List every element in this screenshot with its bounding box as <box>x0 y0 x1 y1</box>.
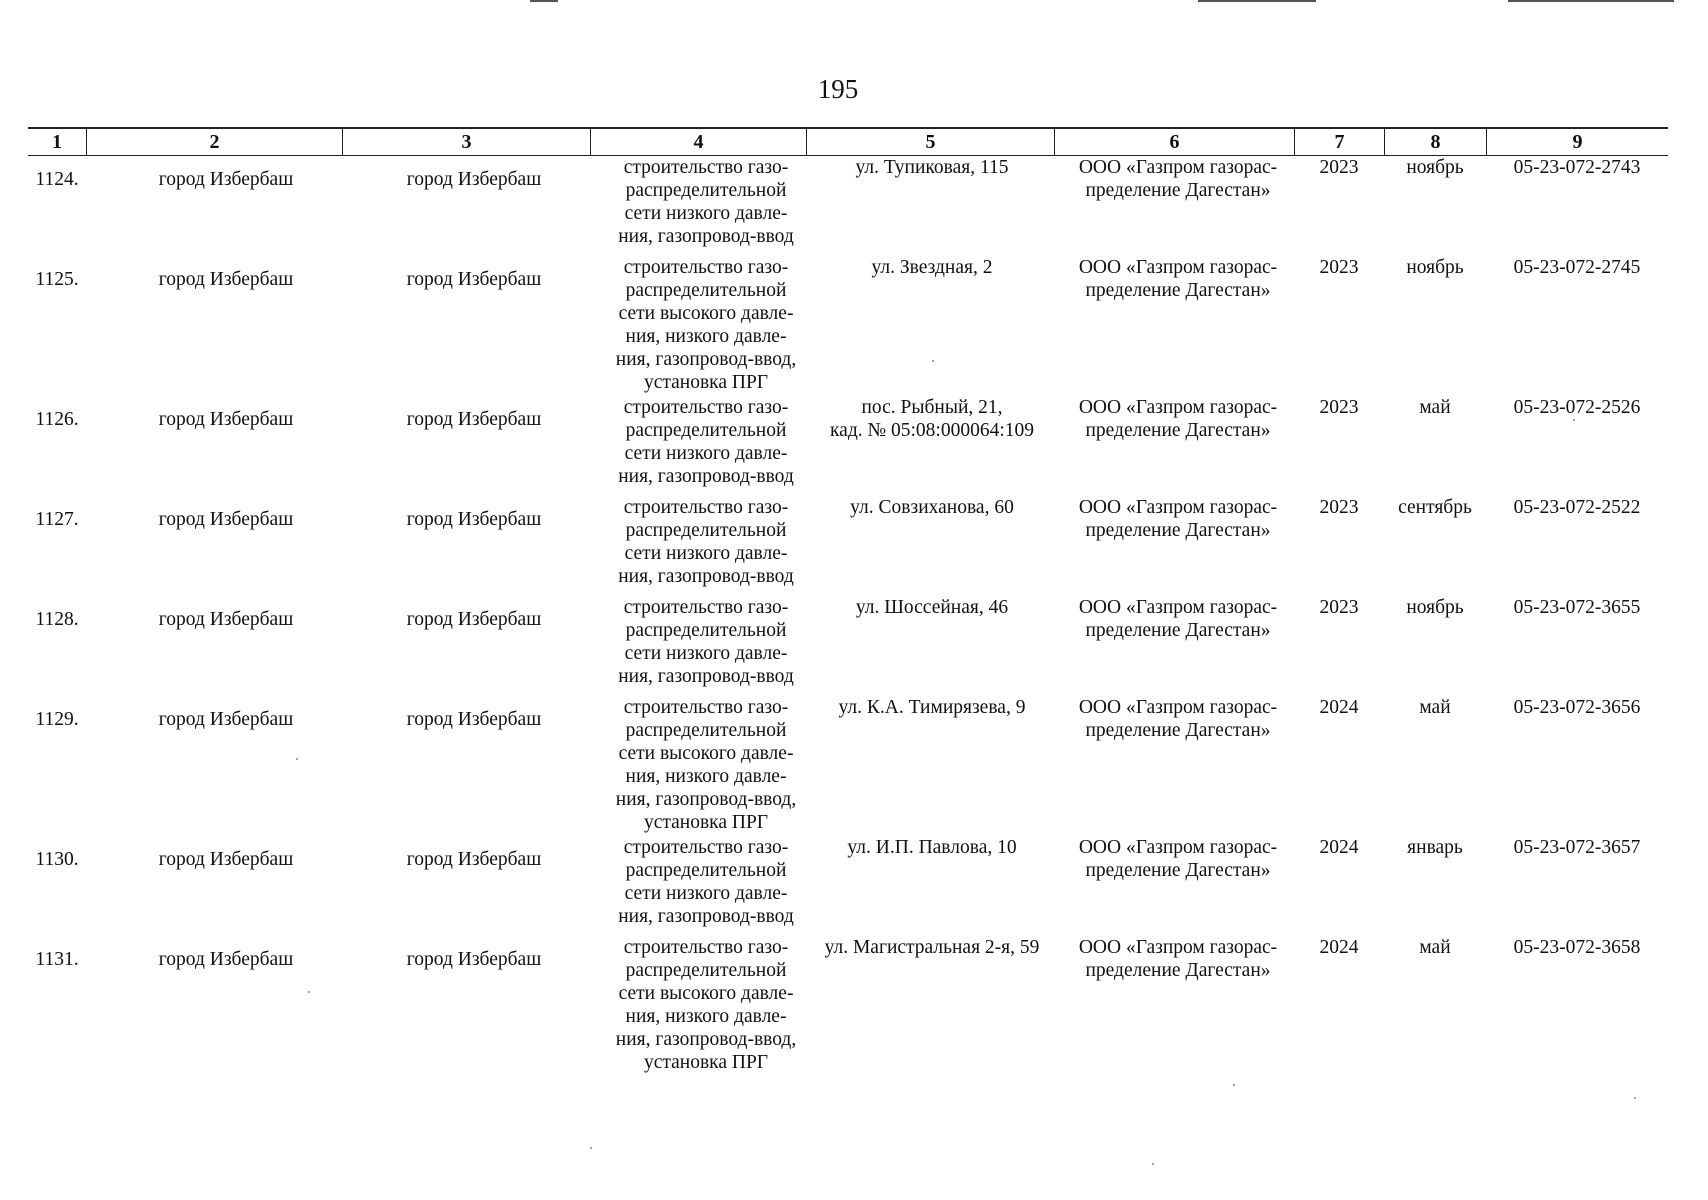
cell-address <box>808 256 1056 279</box>
scan-speck <box>1634 1097 1636 1099</box>
scan-speck <box>308 991 310 993</box>
cell-code: 05-23-072-3655 <box>1513 597 1641 618</box>
cell-line: ния, газопровод-ввод <box>618 666 794 687</box>
cell-address <box>808 156 1056 179</box>
cell-work-type <box>598 496 814 588</box>
table-row <box>28 256 1668 396</box>
table-row <box>28 836 1668 936</box>
cell-line: ООО «Газпром газорас- <box>1078 597 1278 618</box>
cell-organization <box>1060 596 1296 642</box>
cell-line: пределение Дагестан» <box>1085 620 1271 641</box>
cell-line: сети высокого давле- <box>618 303 794 324</box>
cell-line: установка ПРГ <box>643 812 769 833</box>
cell-municipality: город Избербаш <box>158 409 294 430</box>
cell-line: пределение Дагестан» <box>1085 520 1271 541</box>
table-row <box>28 156 1668 256</box>
column-header: 9 <box>1486 129 1668 155</box>
table-row <box>28 696 1668 836</box>
cell-year: 2023 <box>1319 397 1359 418</box>
cell-month: ноябрь <box>1406 157 1464 178</box>
cell-address <box>808 836 1056 859</box>
column-header: 8 <box>1384 129 1486 155</box>
cell-line: распределительной <box>625 420 787 441</box>
cell-organization <box>1060 156 1296 202</box>
cell-month: май <box>1419 697 1451 718</box>
cell-line: строительство газо- <box>623 597 789 618</box>
cell-number: 1124. <box>35 169 79 190</box>
cell-work-type <box>598 156 814 248</box>
cell-line: ул. Магистральная 2-я, 59 <box>824 937 1040 958</box>
cell-line: распределительной <box>625 720 787 741</box>
column-header: 3 <box>342 129 590 155</box>
cell-settlement: город Избербаш <box>406 949 542 970</box>
cell-line: ООО «Газпром газорас- <box>1078 397 1278 418</box>
cell-line: сети низкого давле- <box>624 543 788 564</box>
cell-line: ООО «Газпром газорас- <box>1078 257 1278 278</box>
cell-code: 05-23-072-3656 <box>1513 697 1641 718</box>
cell-line: ООО «Газпром газорас- <box>1078 937 1278 958</box>
cell-year: 2023 <box>1319 597 1359 618</box>
cell-line: ул. И.П. Павлова, 10 <box>847 837 1017 858</box>
cell-line: ул. Совзиханова, 60 <box>850 497 1014 518</box>
cell-code: 05-23-072-2745 <box>1513 257 1641 278</box>
cell-line: пределение Дагестан» <box>1085 180 1271 201</box>
cell-organization <box>1060 256 1296 302</box>
cell-line: ООО «Газпром газорас- <box>1078 837 1278 858</box>
cell-number: 1126. <box>35 409 79 430</box>
cell-address <box>808 696 1056 719</box>
cell-settlement: город Избербаш <box>406 269 542 290</box>
cell-line: строительство газо- <box>623 697 789 718</box>
cell-line: ния, газопровод-ввод <box>618 906 794 927</box>
cell-line: ООО «Газпром газорас- <box>1078 157 1278 178</box>
scan-speck <box>590 1147 592 1149</box>
cell-organization <box>1060 836 1296 882</box>
scan-artifact <box>530 0 558 2</box>
cell-line: сети низкого давле- <box>624 643 788 664</box>
cell-work-type <box>598 936 814 1074</box>
cell-line: кад. № 05:08:000064:109 <box>830 420 1034 441</box>
cell-number: 1130. <box>35 849 79 870</box>
cell-line: пределение Дагестан» <box>1085 720 1271 741</box>
cell-work-type <box>598 596 814 688</box>
cell-line: распределительной <box>625 620 787 641</box>
cell-work-type <box>598 256 814 394</box>
cell-number: 1125. <box>35 269 79 290</box>
cell-line: ул. Тупиковая, 115 <box>855 157 1009 178</box>
cell-work-type <box>598 696 814 834</box>
scan-speck <box>932 360 934 362</box>
cell-line: сети высокого давле- <box>618 983 794 1004</box>
cell-number: 1127. <box>35 509 79 530</box>
cell-municipality: город Избербаш <box>158 609 294 630</box>
cell-line: ния, газопровод-ввод, <box>615 1029 797 1050</box>
cell-settlement: город Избербаш <box>406 509 542 530</box>
cell-address <box>808 936 1056 959</box>
cell-line: ния, газопровод-ввод <box>618 566 794 587</box>
cell-line: распределительной <box>625 280 787 301</box>
scan-artifact <box>1508 0 1674 2</box>
column-header: 5 <box>806 129 1054 155</box>
cell-code: 05-23-072-2743 <box>1513 157 1641 178</box>
cell-month: май <box>1419 937 1451 958</box>
cell-municipality: город Избербаш <box>158 509 294 530</box>
table-row <box>28 596 1668 696</box>
cell-line: сети низкого давле- <box>624 883 788 904</box>
cell-month: ноябрь <box>1406 257 1464 278</box>
cell-organization <box>1060 936 1296 982</box>
column-header: 1 <box>52 131 62 153</box>
cell-line: установка ПРГ <box>643 1052 769 1073</box>
cell-line: сети низкого давле- <box>624 203 788 224</box>
scan-speck <box>1573 419 1575 421</box>
cell-code: 05-23-072-3657 <box>1513 837 1641 858</box>
cell-organization <box>1060 696 1296 742</box>
cell-year: 2024 <box>1319 937 1359 958</box>
column-header: 4 <box>590 129 806 155</box>
cell-line: распределительной <box>625 860 787 881</box>
table-row <box>28 936 1668 1086</box>
cell-code: 05-23-072-3658 <box>1513 937 1641 958</box>
table-row <box>28 496 1668 596</box>
cell-line: пределение Дагестан» <box>1085 860 1271 881</box>
cell-month: ноябрь <box>1406 597 1464 618</box>
cell-line: пос. Рыбный, 21, <box>861 397 1003 418</box>
cell-line: ния, газопровод-ввод, <box>615 349 797 370</box>
cell-month: сентябрь <box>1398 497 1472 518</box>
cell-line: сети низкого давле- <box>624 443 788 464</box>
cell-line: ул. Шоссейная, 46 <box>855 597 1009 618</box>
cell-municipality: город Избербаш <box>158 949 294 970</box>
table-header-row <box>28 127 1668 156</box>
cell-line: ния, газопровод-ввод <box>618 226 794 247</box>
cell-line: установка ПРГ <box>643 372 769 393</box>
cell-municipality: город Избербаш <box>158 169 294 190</box>
scan-speck <box>296 758 298 760</box>
cell-line: строительство газо- <box>623 397 789 418</box>
cell-code: 05-23-072-2526 <box>1513 397 1641 418</box>
cell-month: май <box>1419 397 1451 418</box>
cell-settlement: город Избербаш <box>406 409 542 430</box>
cell-line: пределение Дагестан» <box>1085 420 1271 441</box>
table-row <box>28 396 1668 496</box>
cell-line: ния, газопровод-ввод, <box>615 789 797 810</box>
cell-municipality: город Избербаш <box>158 709 294 730</box>
cell-year: 2024 <box>1319 697 1359 718</box>
cell-organization <box>1060 396 1296 442</box>
cell-work-type <box>598 396 814 488</box>
cell-line: ния, низкого давле- <box>625 766 787 787</box>
cell-address <box>808 596 1056 619</box>
column-header: 6 <box>1054 129 1294 155</box>
cell-number: 1131. <box>35 949 79 970</box>
registry-table <box>28 127 1668 1086</box>
cell-line: ООО «Газпром газорас- <box>1078 697 1278 718</box>
cell-organization <box>1060 496 1296 542</box>
cell-line: строительство газо- <box>623 497 789 518</box>
cell-year: 2023 <box>1319 497 1359 518</box>
cell-number: 1129. <box>35 709 79 730</box>
cell-year: 2023 <box>1319 157 1359 178</box>
cell-line: ния, газопровод-ввод <box>618 466 794 487</box>
cell-settlement: город Избербаш <box>406 849 542 870</box>
cell-line: строительство газо- <box>623 937 789 958</box>
cell-line: ния, низкого давле- <box>625 1006 787 1027</box>
cell-municipality: город Избербаш <box>158 269 294 290</box>
cell-municipality: город Избербаш <box>158 849 294 870</box>
page-number: 195 <box>817 74 859 104</box>
column-header: 2 <box>86 129 342 155</box>
cell-settlement: город Избербаш <box>406 169 542 190</box>
scan-artifact <box>1198 0 1316 2</box>
cell-line: строительство газо- <box>623 837 789 858</box>
scan-speck <box>1233 1084 1235 1086</box>
cell-number: 1128. <box>35 609 79 630</box>
cell-line: строительство газо- <box>623 157 789 178</box>
table-body <box>28 156 1668 1086</box>
cell-line: распределительной <box>625 180 787 201</box>
cell-code: 05-23-072-2522 <box>1513 497 1641 518</box>
cell-address <box>808 396 1056 442</box>
cell-line: строительство газо- <box>623 257 789 278</box>
column-header: 7 <box>1294 129 1384 155</box>
cell-line: ния, низкого давле- <box>625 326 787 347</box>
cell-line: пределение Дагестан» <box>1085 280 1271 301</box>
cell-line: ул. Звездная, 2 <box>871 257 993 278</box>
cell-address <box>808 496 1056 519</box>
cell-line: ул. К.А. Тимирязева, 9 <box>838 697 1026 718</box>
scan-speck <box>1152 1163 1154 1165</box>
cell-line: ООО «Газпром газорас- <box>1078 497 1278 518</box>
cell-settlement: город Избербаш <box>406 709 542 730</box>
cell-line: пределение Дагестан» <box>1085 960 1271 981</box>
cell-work-type <box>598 836 814 928</box>
cell-line: распределительной <box>625 520 787 541</box>
cell-year: 2024 <box>1319 837 1359 858</box>
cell-line: распределительной <box>625 960 787 981</box>
cell-year: 2023 <box>1319 257 1359 278</box>
cell-settlement: город Избербаш <box>406 609 542 630</box>
cell-month: январь <box>1407 837 1463 858</box>
cell-line: сети высокого давле- <box>618 743 794 764</box>
